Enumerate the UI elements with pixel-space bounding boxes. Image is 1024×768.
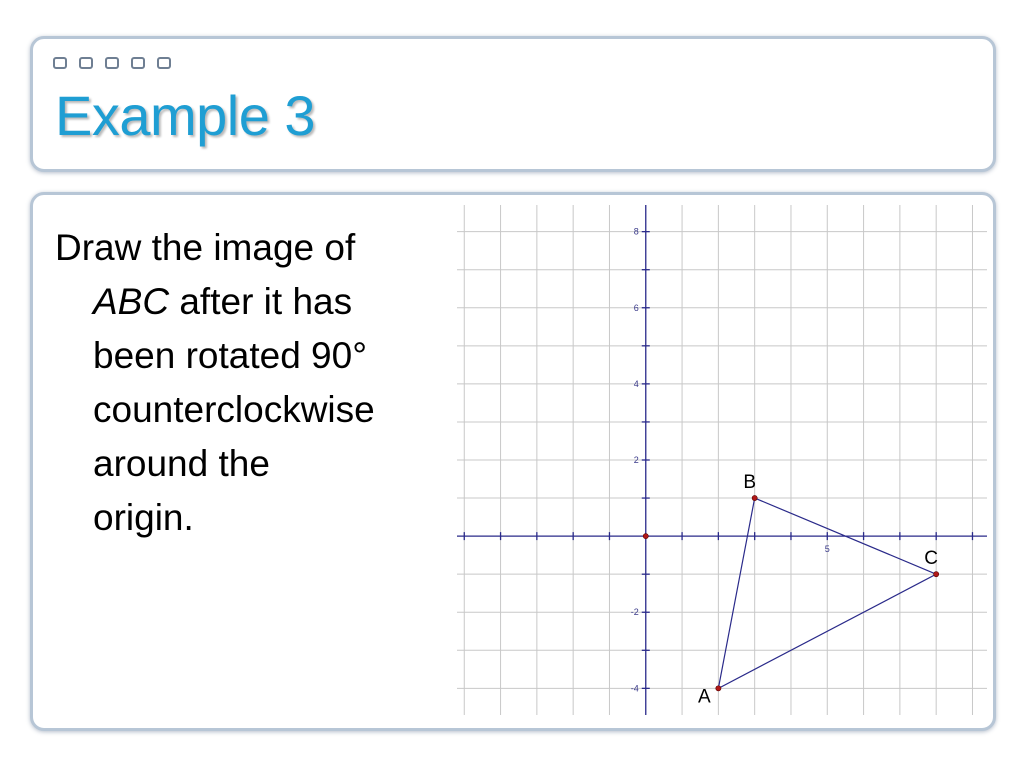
title-panel <box>30 36 996 172</box>
triangle-name: ABC <box>93 281 170 322</box>
problem-line: Draw the image of <box>55 227 356 268</box>
x-tick-label: 5 <box>824 544 830 555</box>
vertex-a <box>716 686 721 691</box>
origin-point <box>643 534 648 539</box>
square-icon <box>157 57 171 69</box>
coordinate-plane-svg <box>457 205 987 715</box>
problem-line: been rotated 90° <box>93 335 368 376</box>
y-tick-label: 2 <box>633 455 639 465</box>
problem-text: after it has <box>169 281 353 322</box>
square-icon <box>53 57 67 69</box>
vertex-b <box>752 495 757 500</box>
problem-statement <box>55 221 455 545</box>
square-icon <box>79 57 93 69</box>
square-icon <box>131 57 145 69</box>
y-tick-label: 4 <box>633 378 639 389</box>
problem-line <box>55 275 455 329</box>
problem-line: around the <box>93 443 270 484</box>
vertex-c <box>934 572 939 577</box>
y-tick-label: 8 <box>633 226 639 237</box>
content-panel <box>30 192 996 731</box>
slide-title: Example 3 <box>55 84 316 147</box>
slide-decoration-squares <box>53 57 171 69</box>
problem-line: origin. <box>93 497 194 538</box>
vertex-label-a: A <box>698 686 711 708</box>
y-tick-label: -2 <box>630 607 639 618</box>
y-tick-label: 6 <box>633 302 639 313</box>
coordinate-plane <box>457 205 987 720</box>
y-tick-label: -4 <box>630 683 639 694</box>
square-icon <box>105 57 119 69</box>
vertex-label-b: B <box>743 472 757 494</box>
problem-line: counterclockwise <box>93 389 375 430</box>
vertex-label-c: C <box>924 548 939 570</box>
